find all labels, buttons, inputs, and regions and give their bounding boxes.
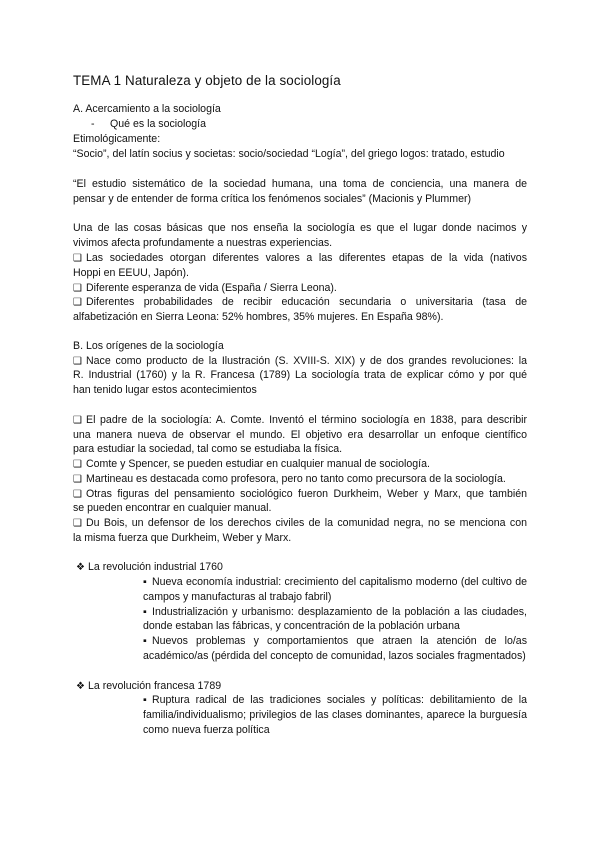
bullet-text-cont: alfabetización en Sierra Leona: 52% hombres, 35% mujeres. En España 98%). <box>73 311 444 323</box>
paragraph-line-2: vivimos afecta profundamente a nuestras experiencias. <box>73 237 333 249</box>
square-bullet-icon: ▪ <box>143 635 147 647</box>
bullet-text-cont: se pueden encontrar en cualquier manual. <box>73 502 272 514</box>
checkbox-icon: ❑ <box>73 474 82 485</box>
bullet-text-cont: R. Industrial (1760) y la R. Francesa (1789) La sociología trata de explicar cómo y por qué <box>73 369 527 381</box>
bullet-text-cont: una manera nueva de observar el mundo. El objetivo era desarrollar un enfoque científico <box>73 429 527 441</box>
bullet-text-cont: donde estaban las fábricas, y concentración de la población urbana <box>143 620 460 632</box>
etymology-text: “Socio”, del latín socius y societas: socio/sociedad “Logía”, del griego logos: tratado, estudio <box>73 148 505 160</box>
bullet-text: Diferentes probabilidades de recibir educación secundaria o universitaria (tasa de <box>86 296 527 308</box>
checkbox-icon: ❑ <box>73 459 82 470</box>
bullet-text: Industrialización y urbanismo: desplazamiento de la población a las ciudades, <box>152 606 527 618</box>
etymology-label: Etimológicamente: <box>73 133 161 145</box>
bullet-text: Du Bois, un defensor de los derechos civiles de la comunidad negra, no se menciona con <box>86 517 527 529</box>
checkbox-icon: ❑ <box>73 489 82 500</box>
subheading-que-es: Qué es la sociología <box>110 118 206 130</box>
bullet-text-cont: han tenido lugar estos acontecimientos <box>73 384 257 396</box>
diamond-icon: ❖ <box>76 562 85 573</box>
bullet-text: El padre de la sociología: A. Comte. Inventó el término sociología en 1838, para describir <box>86 414 527 426</box>
industrial-heading: La revolución industrial 1760 <box>88 561 223 573</box>
french-heading: La revolución francesa 1789 <box>88 680 222 692</box>
bullet-text: Ruptura radical de las tradiciones sociales y políticas: debilitamiento de la <box>152 694 527 706</box>
bullet-text-cont: para estudiar la sociedad, tal como se estudiaba la física. <box>73 443 343 455</box>
quote-line-2: pensar y de entender de forma crítica los fenómenos sociales” (Macionis y Plummer) <box>73 193 472 205</box>
square-bullet-icon: ▪ <box>143 606 147 618</box>
bullet-text: Nace como producto de la Ilustración (S. XVIII-S. XIX) y de dos grandes revoluciones: la <box>86 355 527 367</box>
bullet-text: Otras figuras del pensamiento sociológico fueron Durkheim, Weber y Marx, que también <box>86 488 527 500</box>
paragraph-line-1: Una de las cosas básicas que nos enseña la sociología es que el lugar donde nacimos y <box>73 222 527 234</box>
section-a-heading: A. Acercamiento a la sociología <box>73 103 221 115</box>
list-dash: - <box>91 118 95 130</box>
bullet-text: Las sociedades otorgan diferentes valores a las diferentes etapas de la vida (nativos <box>86 252 527 264</box>
checkbox-icon: ❑ <box>73 297 82 308</box>
checkbox-icon: ❑ <box>73 415 82 426</box>
page-title: TEMA 1 Naturaleza y objeto de la sociología <box>73 73 341 88</box>
bullet-text-cont: familia/individualismo; privilegios de las clases dominantes, aparece la burguesía <box>143 709 527 721</box>
bullet-text-cont: la misma fuerza que Durkheim, Weber y Marx. <box>73 532 292 544</box>
diamond-icon: ❖ <box>76 681 85 692</box>
checkbox-icon: ❑ <box>73 356 82 367</box>
bullet-text-cont: como nueva fuerza política <box>143 724 270 736</box>
square-bullet-icon: ▪ <box>143 576 147 588</box>
bullet-text: Nueva economía industrial: crecimiento del capitalismo moderno (del cultivo de <box>152 576 527 588</box>
section-b-heading: B. Los orígenes de la sociología <box>73 340 224 352</box>
checkbox-icon: ❑ <box>73 518 82 529</box>
bullet-text-cont: Hoppi en EEUU, Japón). <box>73 267 190 279</box>
bullet-text-cont: académico/as (pérdida del concepto de comunidad, lazos sociales fragmentados) <box>143 650 526 662</box>
checkbox-icon: ❑ <box>73 253 82 264</box>
bullet-text-cont: campos y manufacturas al trabajo fabril) <box>143 591 332 603</box>
bullet-text: Comte y Spencer, se pueden estudiar en cualquier manual de sociología. <box>86 458 430 470</box>
bullet-text: Nuevos problemas y comportamientos que atraen la atención de lo/as <box>152 635 527 647</box>
checkbox-icon: ❑ <box>73 283 82 294</box>
quote-line-1: “El estudio sistemático de la sociedad humana, una toma de conciencia, una manera de <box>73 178 527 190</box>
bullet-text: Diferente esperanza de vida (España / Sierra Leona). <box>86 282 337 294</box>
square-bullet-icon: ▪ <box>143 694 147 706</box>
bullet-text: Martineau es destacada como profesora, pero no tanto como precursora de la sociología. <box>86 473 506 485</box>
